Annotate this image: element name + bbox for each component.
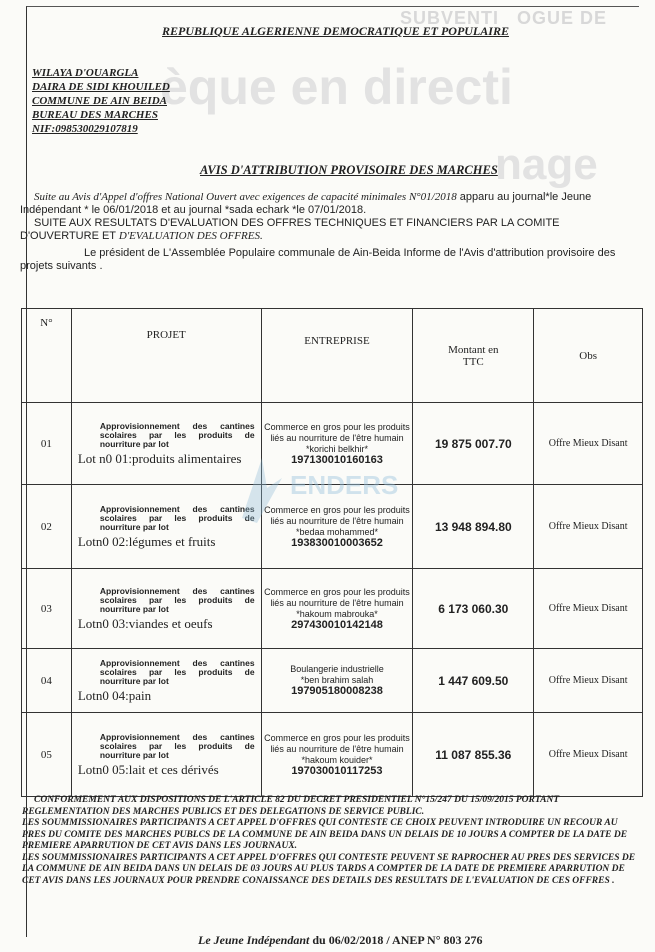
footer-p2: LES SOUMMISSIONAIRES PARTICIPANTS A CET APPEL D'OFFRES QUI CONTESTE CE CHOIX PEUVENT INTRODUIRE UN RECOUR AU PRES DU COMITE DES MARCHES PUBLCS DE LA COMMUNE DE AIN BEIDA DANS UN DELAIS DE 10 JOURS A COMPTER DE LA DATE DE PREMIERE APARRUTION DE CET AVIS DANS LES JOURNAUX. xyxy=(22,818,628,851)
footer-p3: LES SOUMMISSIONAIRES PARTICIPANTS A CET APPEL D'OFFRES QUI CONTESTE PEUVENT SE RAPROCHER AU PRES DES SERVICES DE LA COMMUNE DE AIN BEIDA DANS UN DELAIS DE 03 JOURS AU PLUS TARDS A COMPTER DE LA DATE DE PREMIERE APARRUTION DE CET AVIS DANS LES JOURNAUX POUR PRENDRE CONAISSANCE DES DETAILS DES RESULTATS DE L'EVALUATION DE CES OFFRES . xyxy=(22,852,636,886)
journal-name: Le Jeune Indépendant xyxy=(198,933,310,947)
row-montant: 6 173 060.30 xyxy=(413,569,534,649)
legal-footer xyxy=(22,795,637,887)
row-montant: 1 447 609.50 xyxy=(413,649,534,713)
entreprise-code: 197905180008238 xyxy=(291,685,383,697)
entreprise-activity: Commerce en gros pour les produits liés au nourriture de l'être humain xyxy=(264,421,410,443)
lot-label: Lotn0 04:pain xyxy=(77,687,152,703)
entreprise-code: 197030010117253 xyxy=(291,764,383,777)
intro-p1a: Suite au Avis d'Appel d'offres National Ouvert avec exigences de capacité minimales N°01/2018 xyxy=(34,191,457,203)
header-montant: Montant en TTC xyxy=(413,309,534,403)
bleed-through-text: nage xyxy=(495,140,598,189)
entreprise-name: *ben brahim salah xyxy=(300,675,374,685)
row-num: 04 xyxy=(22,649,72,713)
row-montant: 11 087 855.36 xyxy=(413,713,534,797)
avis-title: AVIS D'ATTRIBUTION PROVISOIRE DES MARCHES xyxy=(200,163,498,177)
row-obs: Offre Mieux Disant xyxy=(534,713,643,797)
entreprise-name: *hakoum mabrouka* xyxy=(296,608,378,619)
entreprise-name: *hakoum kouider* xyxy=(301,754,373,765)
entreprise-code: 197130010160163 xyxy=(291,453,383,466)
row-obs: Offre Mieux Disant xyxy=(534,485,643,569)
lot-label: Lotn0 05:lait et ces dérivés xyxy=(77,761,219,777)
publication-signature xyxy=(198,933,483,948)
publication-date: du 06/02/2018 / ANEP N° 803 276 xyxy=(309,933,483,947)
row-projet xyxy=(71,569,261,649)
entreprise-activity: Commerce en gros pour les produits liés au nourriture de l'être humain xyxy=(264,586,410,608)
intro-text xyxy=(20,191,625,273)
projet-description: Approvisionnement des cantines scolaires par les produits de nourriture par lot xyxy=(99,657,255,686)
row-entreprise xyxy=(261,713,413,797)
bleed-through-text: SUBVENTI OGUE DE xyxy=(400,8,608,28)
header-obs: Obs xyxy=(534,309,643,403)
row-montant: 19 875 007.70 xyxy=(413,403,534,485)
row-num: 05 xyxy=(22,713,72,797)
watermark-text: ENDERS xyxy=(290,470,399,500)
row-montant: 13 948 894.80 xyxy=(413,485,534,569)
row-projet xyxy=(71,713,261,797)
row-obs: Offre Mieux Disant xyxy=(534,649,643,713)
intro-p1b: apparu au journal*le Jeune Indépendant * le 06/01/2018 et au journal *sada echark *le 07/01/2018. xyxy=(20,191,592,216)
header-num: N° xyxy=(22,309,72,403)
wilaya-line: WILAYA D'OUARGLA xyxy=(32,67,139,79)
row-obs: Offre Mieux Disant xyxy=(534,569,643,649)
row-num: 03 xyxy=(22,569,72,649)
intro-p2a: SUITE AUX RESULTATS D'EVALUATION DES OFFRES TECHNIQUES ET FINANCIERS PAR LA COMITE D'OUVERTURE ET xyxy=(20,217,560,242)
header-entreprise: ENTREPRISE xyxy=(261,309,413,403)
entreprise-activity: Commerce en gros pour les produits liés au nourriture de l'être humain xyxy=(264,504,410,526)
entreprise-code: 297430010142148 xyxy=(291,618,383,631)
entreprise-activity: Commerce en gros pour les produits liés au nourriture de l'être humain xyxy=(264,732,410,754)
projet-description: Approvisionnement des cantines scolaires par les produits de nourriture par lot xyxy=(99,731,255,760)
bleed-through-text: èque en directi xyxy=(160,59,513,115)
daira-line: DAIRA DE SIDI KHOUILED xyxy=(32,81,170,93)
intro-p3: Le président de L'Assemblée Populaire communale de Ain-Beida Informe de l'Avis d'attribution provisoire des projets suivants . xyxy=(20,247,616,272)
table-row xyxy=(22,569,643,649)
table-row xyxy=(22,713,643,797)
row-num: 01 xyxy=(22,403,72,485)
projet-description: Approvisionnement des cantines scolaires par les produits de nourriture par lot xyxy=(99,585,255,614)
lot-label: Lotn0 02:légumes et fruits xyxy=(77,533,216,549)
attribution-table xyxy=(21,308,643,797)
row-num: 02 xyxy=(22,485,72,569)
projet-description: Approvisionnement des cantines scolaires par les produits de nourriture par lot xyxy=(99,420,255,449)
republic-title: REPUBLIQUE ALGERIENNE DEMOCRATIQUE ET POPULAIRE xyxy=(162,24,509,38)
intro-p2b: D'EVALUATION DES OFFRES. xyxy=(118,230,263,242)
entreprise-name: *korichi belkhir* xyxy=(305,443,368,454)
bureau-line: BUREAU DES MARCHES xyxy=(32,109,158,121)
lot-label: Lot n0 01:produits alimentaires xyxy=(77,450,242,466)
footer-p1: CONFORMEMENT AUX DISPOSITIONS DE L'ARTICLE 82 DU DECRET PRESIDENTIEL N°15/247 DU 15/09/2015 PORTANT REGLEMENTATION DES MARCHES PUBLICS ET DES DELEGATIONS DE SERVICE PUBLIC. xyxy=(22,795,560,817)
nif-line: NIF:098530029107819 xyxy=(32,123,138,135)
row-entreprise xyxy=(261,649,413,713)
administration-block xyxy=(32,66,170,136)
entreprise-name: *bedaa mohammed* xyxy=(295,526,378,537)
lot-label: Lotn0 03:viandes et oeufs xyxy=(77,615,213,631)
table-row xyxy=(22,649,643,713)
commune-line: COMMUNE DE AIN BEIDA xyxy=(32,95,167,107)
row-projet xyxy=(71,649,261,713)
row-entreprise xyxy=(261,569,413,649)
header-projet: PROJET xyxy=(71,309,261,403)
entreprise-activity: Boulangerie industrielle xyxy=(290,664,384,674)
entreprise-code: 193830010003652 xyxy=(291,536,383,549)
row-obs: Offre Mieux Disant xyxy=(534,403,643,485)
projet-description: Approvisionnement des cantines scolaires par les produits de nourriture par lot xyxy=(99,503,255,532)
table-header-row xyxy=(22,309,643,403)
